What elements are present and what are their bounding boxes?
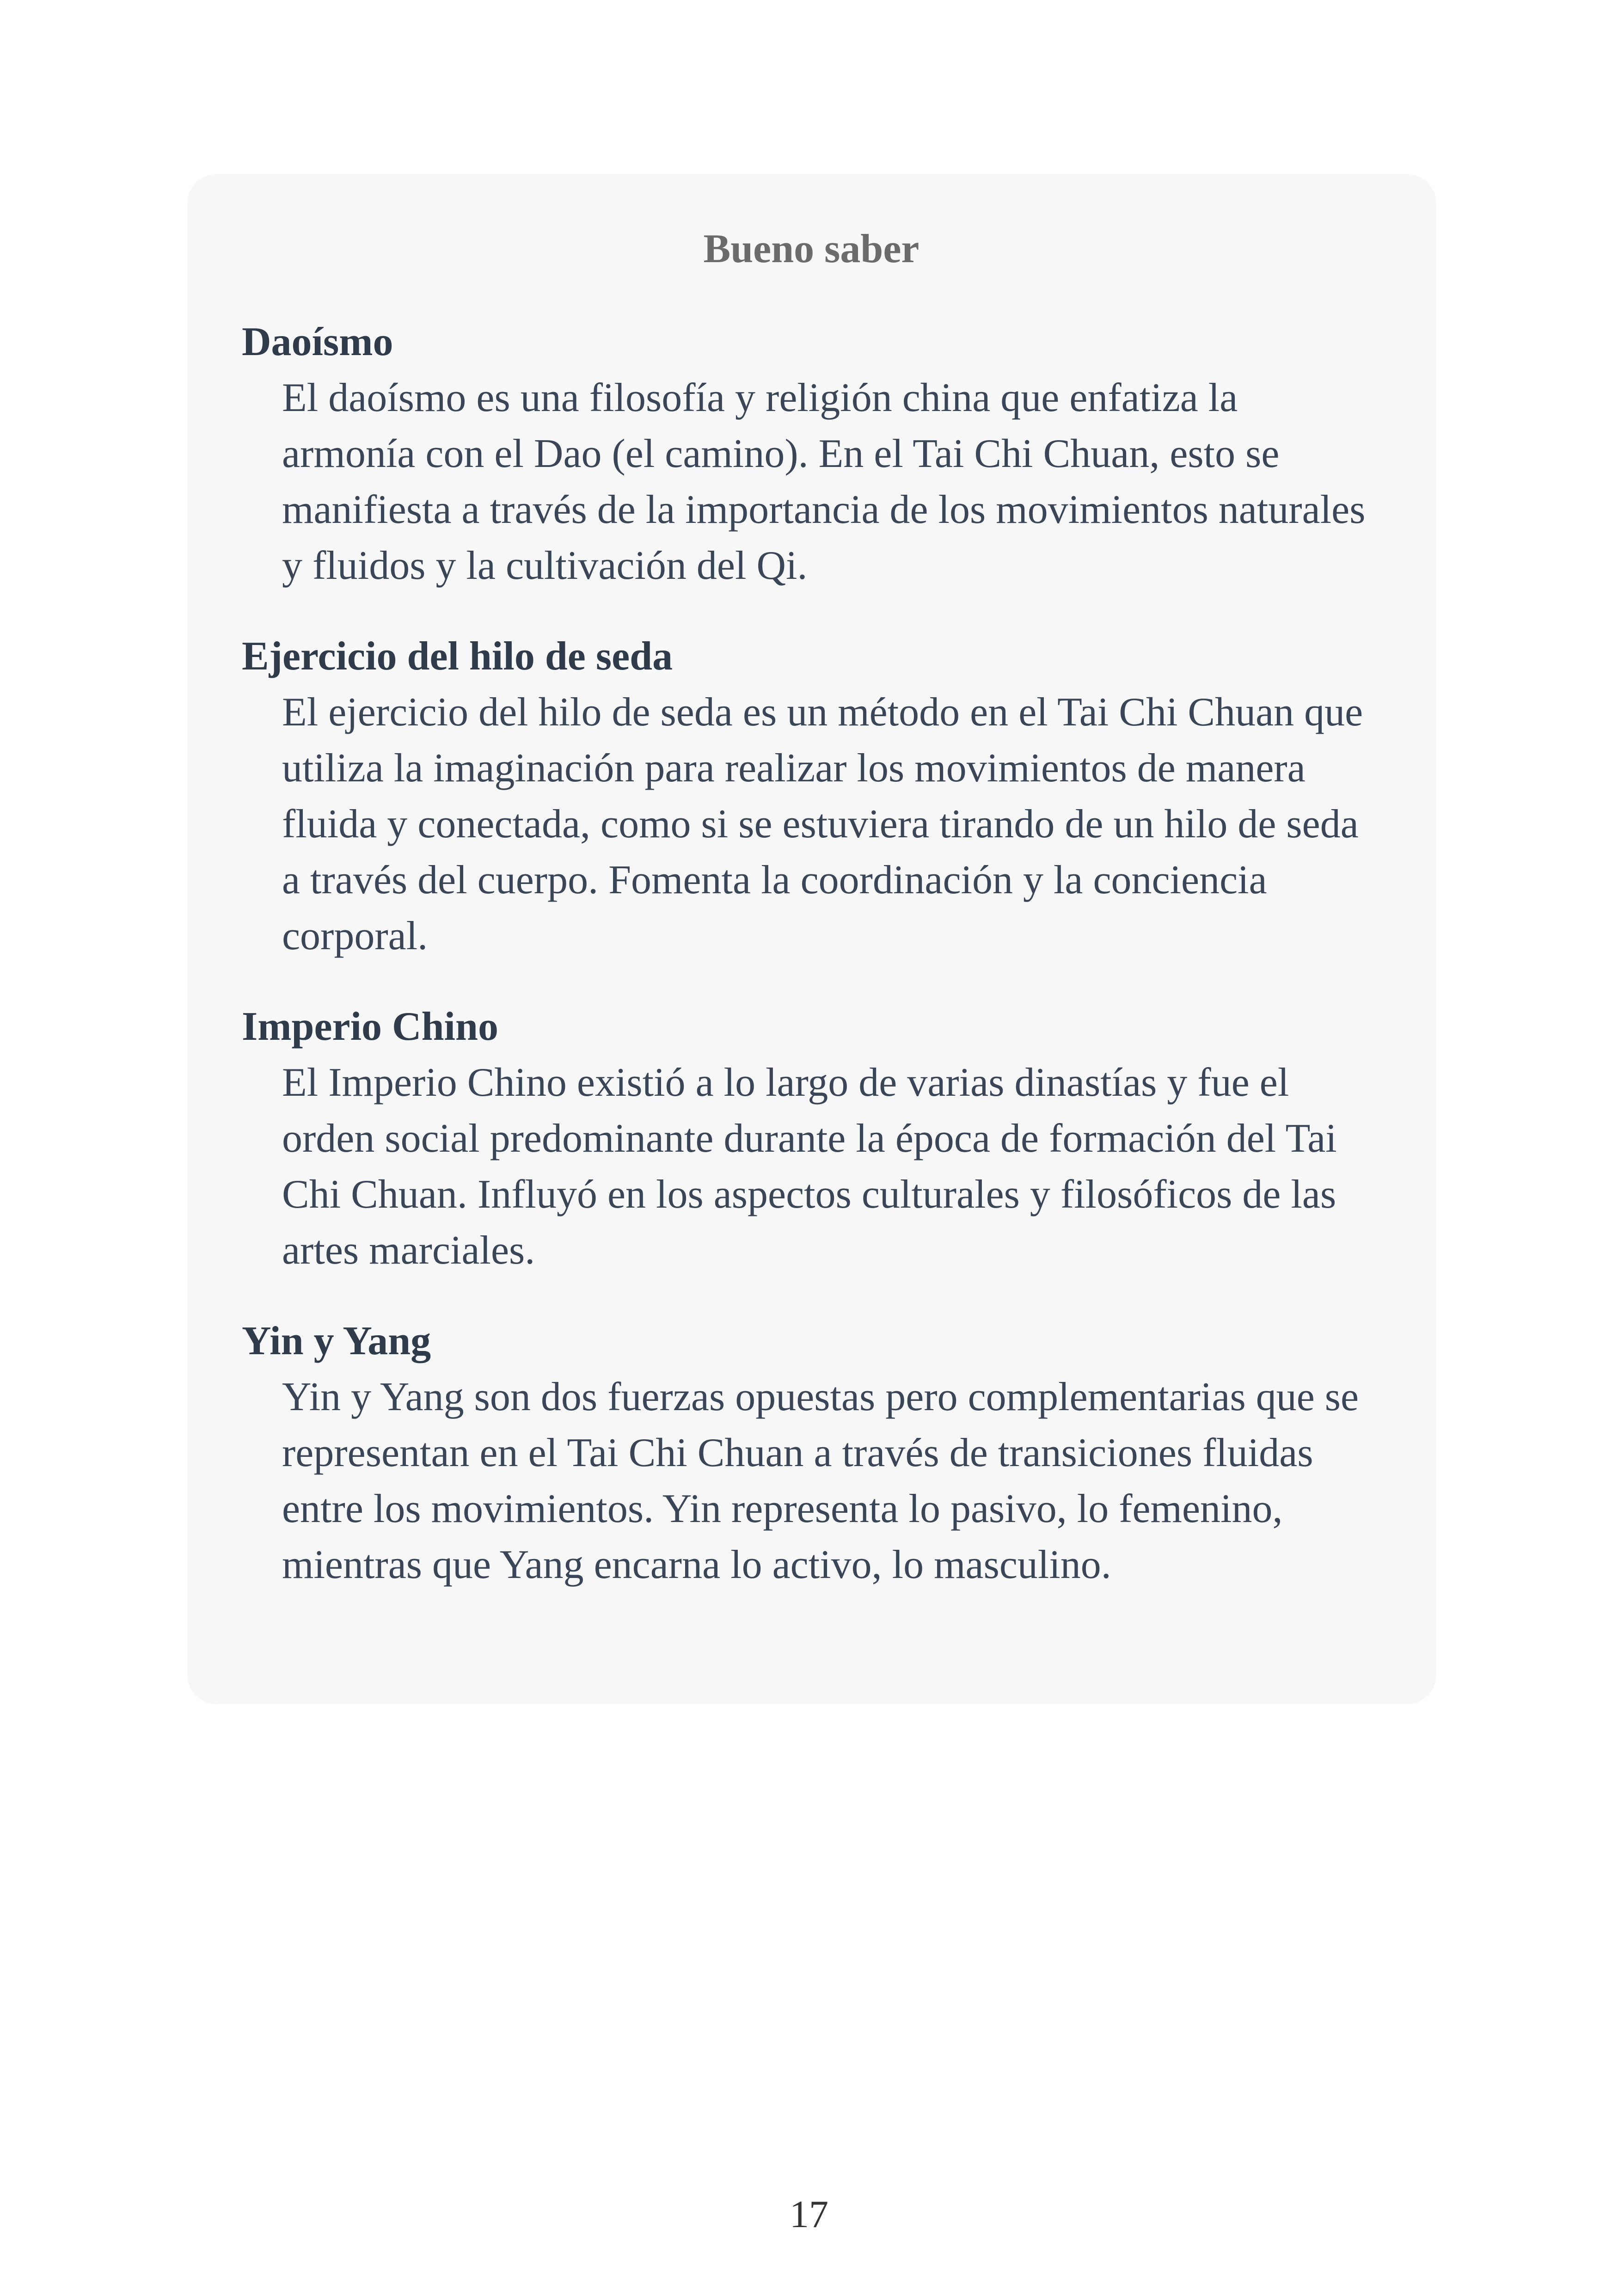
term-name: Ejercicio del hilo de seda [242, 633, 673, 679]
glossary-term [242, 999, 1381, 1278]
term-description: Yin y Yang son dos fuerzas opuestas pero complementarias que se representan en el Tai Chi Chuan a través de transiciones fluidas entre los movimientos. Yin representa lo pasivo, lo femenino, mientras que Yang encarna lo activo, lo masculino. [282, 1374, 1359, 1587]
page-number: 17 [790, 2193, 828, 2236]
term-description: El ejercicio del hilo de seda es un método en el Tai Chi Chuan que utiliza la imaginación para realizar los movimientos de manera fluida y conectada, como si se estuviera tirando de un hilo de seda a través del cuerpo. Fomenta la coordinación y la conciencia corporal. [282, 689, 1363, 958]
glossary-term [242, 314, 1381, 594]
good-to-know-box [187, 174, 1436, 1704]
term-description: El Imperio Chino existió a lo largo de varias dinastías y fue el orden social predominante durante la época de formación del Tai Chi Chuan. Influyó en los aspectos culturales y filosóficos de las artes marciales. [282, 1060, 1337, 1273]
term-name: Yin y Yang [242, 1318, 431, 1363]
glossary-term [242, 629, 1381, 964]
term-name: Daoísmo [242, 319, 393, 364]
box-title: Bueno saber [703, 227, 919, 271]
glossary-term [242, 1314, 1381, 1593]
term-description: El daoísmo es una filosofía y religión china que enfatiza la armonía con el Dao (el camino). En el Tai Chi Chuan, esto se manifiesta a través de la importancia de los movimientos naturales y fluidos y la cultivación del Qi. [282, 375, 1366, 588]
term-name: Imperio Chino [242, 1004, 498, 1049]
